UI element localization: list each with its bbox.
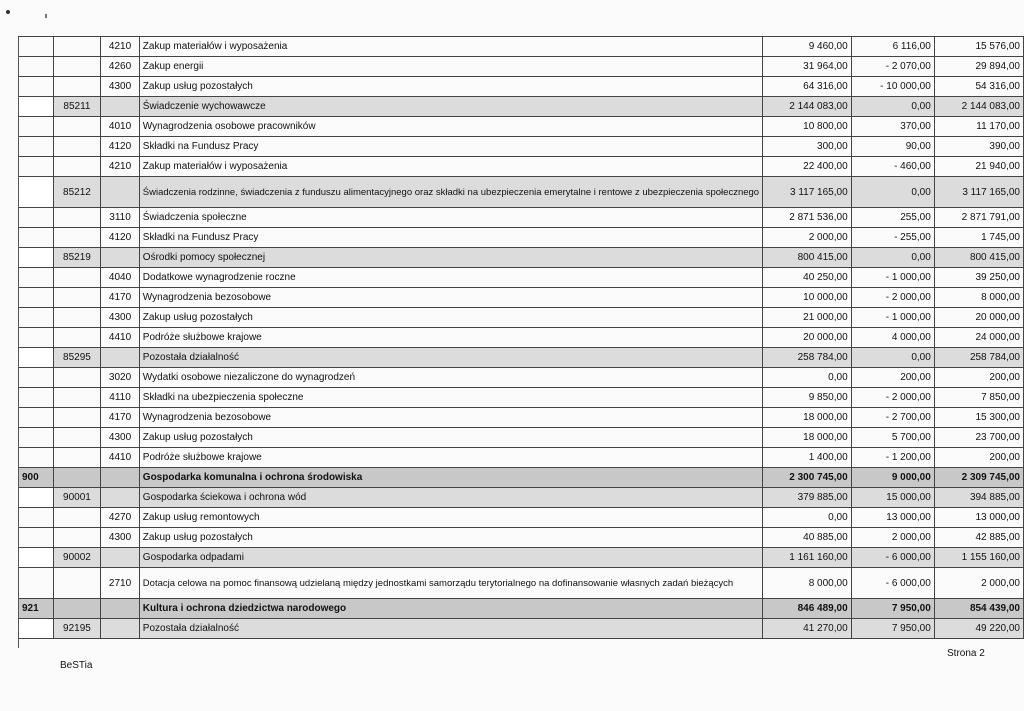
cell-paragraf: 4300 — [101, 77, 140, 97]
table-row — [19, 508, 1024, 528]
cell-zmiana: - 1 000,00 — [851, 308, 934, 328]
cell-plan: 64 316,00 — [763, 77, 852, 97]
cell-zmiana: 0,00 — [851, 348, 934, 368]
cell-dzial — [19, 388, 54, 408]
cell-paragraf: 4260 — [101, 57, 140, 77]
cell-po-zmianie: 200,00 — [934, 448, 1023, 468]
cell-dzial — [19, 77, 54, 97]
cell-plan: 20 000,00 — [763, 328, 852, 348]
cell-zmiana: 9 000,00 — [851, 468, 934, 488]
cell-nazwa: Świadczenia społeczne — [139, 208, 762, 228]
cell-po-zmianie: 7 850,00 — [934, 388, 1023, 408]
cell-zmiana: 7 950,00 — [851, 619, 934, 639]
cell-plan: 846 489,00 — [763, 599, 852, 619]
cell-rozdzial — [53, 428, 101, 448]
cell-paragraf: 4270 — [101, 508, 140, 528]
cell-rozdzial — [53, 508, 101, 528]
cell-nazwa: Składki na ubezpieczenia społeczne — [139, 388, 762, 408]
cell-paragraf — [101, 619, 140, 639]
cell-po-zmianie: 1 155 160,00 — [934, 548, 1023, 568]
cell-nazwa: Wynagrodzenia bezosobowe — [139, 408, 762, 428]
cell-plan: 258 784,00 — [763, 348, 852, 368]
page-margin-line — [18, 36, 19, 648]
cell-plan: 18 000,00 — [763, 428, 852, 448]
cell-po-zmianie: 2 000,00 — [934, 568, 1023, 599]
table-row — [19, 288, 1024, 308]
cell-plan: 21 000,00 — [763, 308, 852, 328]
cell-nazwa: Zakup usług pozostałych — [139, 77, 762, 97]
scan-mark — [45, 14, 47, 18]
cell-nazwa: Gospodarka odpadami — [139, 548, 762, 568]
budget-table — [18, 36, 1024, 639]
cell-paragraf: 4170 — [101, 288, 140, 308]
cell-nazwa: Zakup usług pozostałych — [139, 428, 762, 448]
cell-dzial — [19, 548, 54, 568]
cell-rozdzial — [53, 288, 101, 308]
cell-po-zmianie: 29 894,00 — [934, 57, 1023, 77]
cell-plan: 0,00 — [763, 368, 852, 388]
cell-paragraf: 3110 — [101, 208, 140, 228]
cell-dzial — [19, 408, 54, 428]
budget-table-body — [19, 37, 1024, 639]
cell-dzial — [19, 57, 54, 77]
cell-paragraf: 4010 — [101, 117, 140, 137]
cell-zmiana: - 2 000,00 — [851, 288, 934, 308]
table-row — [19, 228, 1024, 248]
cell-paragraf: 4300 — [101, 308, 140, 328]
cell-zmiana: 15 000,00 — [851, 488, 934, 508]
cell-paragraf: 4210 — [101, 37, 140, 57]
table-row — [19, 448, 1024, 468]
cell-rozdzial — [53, 448, 101, 468]
cell-zmiana: 6 116,00 — [851, 37, 934, 57]
cell-dzial — [19, 328, 54, 348]
cell-zmiana: 13 000,00 — [851, 508, 934, 528]
cell-paragraf: 4120 — [101, 137, 140, 157]
cell-rozdzial — [53, 57, 101, 77]
cell-zmiana: 255,00 — [851, 208, 934, 228]
cell-zmiana: - 10 000,00 — [851, 77, 934, 97]
cell-zmiana: 5 700,00 — [851, 428, 934, 448]
cell-rozdzial — [53, 468, 101, 488]
cell-po-zmianie: 20 000,00 — [934, 308, 1023, 328]
cell-paragraf: 4410 — [101, 448, 140, 468]
table-row — [19, 328, 1024, 348]
cell-nazwa: Składki na Fundusz Pracy — [139, 228, 762, 248]
cell-rozdzial — [53, 308, 101, 328]
cell-dzial — [19, 157, 54, 177]
cell-rozdzial — [53, 328, 101, 348]
cell-nazwa: Świadczenia rodzinne, świadczenia z funduszu alimentacyjnego oraz składki na ubezpieczenia emerytalne i rentowe z ubezpieczenia społecznego — [139, 177, 762, 208]
cell-po-zmianie: 11 170,00 — [934, 117, 1023, 137]
cell-po-zmianie: 2 144 083,00 — [934, 97, 1023, 117]
cell-rozdzial — [53, 408, 101, 428]
cell-rozdzial — [53, 268, 101, 288]
cell-rozdzial: 90001 — [53, 488, 101, 508]
scan-mark — [6, 10, 10, 14]
subsection-row — [19, 97, 1024, 117]
cell-rozdzial — [53, 137, 101, 157]
cell-po-zmianie: 15 300,00 — [934, 408, 1023, 428]
cell-paragraf — [101, 468, 140, 488]
cell-nazwa: Zakup usług pozostałych — [139, 308, 762, 328]
cell-plan: 10 000,00 — [763, 288, 852, 308]
cell-nazwa: Wydatki osobowe niezaliczone do wynagrodzeń — [139, 368, 762, 388]
cell-po-zmianie: 1 745,00 — [934, 228, 1023, 248]
cell-plan: 2 144 083,00 — [763, 97, 852, 117]
cell-paragraf: 3020 — [101, 368, 140, 388]
table-row — [19, 528, 1024, 548]
cell-nazwa: Dodatkowe wynagrodzenie roczne — [139, 268, 762, 288]
cell-paragraf: 4300 — [101, 528, 140, 548]
cell-paragraf: 4300 — [101, 428, 140, 448]
cell-plan: 18 000,00 — [763, 408, 852, 428]
cell-nazwa: Pozostała działalność — [139, 619, 762, 639]
cell-rozdzial: 90002 — [53, 548, 101, 568]
cell-po-zmianie: 24 000,00 — [934, 328, 1023, 348]
cell-dzial — [19, 97, 54, 117]
cell-po-zmianie: 800 415,00 — [934, 248, 1023, 268]
cell-rozdzial — [53, 599, 101, 619]
cell-plan: 2 871 536,00 — [763, 208, 852, 228]
cell-po-zmianie: 8 000,00 — [934, 288, 1023, 308]
cell-rozdzial: 85219 — [53, 248, 101, 268]
cell-dzial — [19, 428, 54, 448]
cell-rozdzial — [53, 388, 101, 408]
cell-rozdzial — [53, 228, 101, 248]
cell-plan: 1 400,00 — [763, 448, 852, 468]
cell-dzial — [19, 117, 54, 137]
cell-plan: 40 885,00 — [763, 528, 852, 548]
table-row — [19, 77, 1024, 97]
subsection-row — [19, 248, 1024, 268]
cell-plan: 41 270,00 — [763, 619, 852, 639]
cell-nazwa: Gospodarka ściekowa i ochrona wód — [139, 488, 762, 508]
cell-dzial: 900 — [19, 468, 54, 488]
cell-po-zmianie: 42 885,00 — [934, 528, 1023, 548]
cell-po-zmianie: 23 700,00 — [934, 428, 1023, 448]
cell-paragraf: 2710 — [101, 568, 140, 599]
cell-paragraf — [101, 97, 140, 117]
cell-po-zmianie: 15 576,00 — [934, 37, 1023, 57]
cell-zmiana: 200,00 — [851, 368, 934, 388]
cell-po-zmianie: 2 871 791,00 — [934, 208, 1023, 228]
cell-zmiana: - 6 000,00 — [851, 568, 934, 599]
cell-dzial — [19, 248, 54, 268]
cell-plan: 9 850,00 — [763, 388, 852, 408]
cell-plan: 3 117 165,00 — [763, 177, 852, 208]
cell-rozdzial — [53, 77, 101, 97]
cell-nazwa: Zakup usług pozostałych — [139, 528, 762, 548]
table-row — [19, 137, 1024, 157]
cell-rozdzial — [53, 368, 101, 388]
table-row — [19, 408, 1024, 428]
cell-paragraf — [101, 177, 140, 208]
cell-zmiana: - 2 700,00 — [851, 408, 934, 428]
section-row — [19, 599, 1024, 619]
cell-paragraf — [101, 488, 140, 508]
cell-zmiana: - 2 000,00 — [851, 388, 934, 408]
cell-plan: 800 415,00 — [763, 248, 852, 268]
cell-paragraf: 4110 — [101, 388, 140, 408]
cell-plan: 40 250,00 — [763, 268, 852, 288]
cell-po-zmianie: 54 316,00 — [934, 77, 1023, 97]
cell-nazwa: Wynagrodzenia osobowe pracowników — [139, 117, 762, 137]
table-row — [19, 368, 1024, 388]
cell-nazwa: Podróże służbowe krajowe — [139, 448, 762, 468]
cell-nazwa: Pozostała działalność — [139, 348, 762, 368]
subsection-row — [19, 488, 1024, 508]
cell-zmiana: 7 950,00 — [851, 599, 934, 619]
cell-po-zmianie: 13 000,00 — [934, 508, 1023, 528]
cell-nazwa: Ośrodki pomocy społecznej — [139, 248, 762, 268]
cell-paragraf — [101, 599, 140, 619]
cell-po-zmianie: 390,00 — [934, 137, 1023, 157]
cell-zmiana: 90,00 — [851, 137, 934, 157]
cell-dzial — [19, 488, 54, 508]
cell-zmiana: 2 000,00 — [851, 528, 934, 548]
cell-nazwa: Wynagrodzenia bezosobowe — [139, 288, 762, 308]
cell-plan: 31 964,00 — [763, 57, 852, 77]
cell-zmiana: - 1 200,00 — [851, 448, 934, 468]
cell-rozdzial — [53, 37, 101, 57]
cell-nazwa: Składki na Fundusz Pracy — [139, 137, 762, 157]
cell-zmiana: 0,00 — [851, 177, 934, 208]
cell-plan: 10 800,00 — [763, 117, 852, 137]
cell-paragraf: 4410 — [101, 328, 140, 348]
cell-rozdzial — [53, 157, 101, 177]
cell-paragraf: 4040 — [101, 268, 140, 288]
cell-plan: 379 885,00 — [763, 488, 852, 508]
cell-nazwa: Świadczenie wychowawcze — [139, 97, 762, 117]
cell-zmiana: - 255,00 — [851, 228, 934, 248]
cell-dzial — [19, 619, 54, 639]
cell-rozdzial — [53, 117, 101, 137]
subsection-row — [19, 619, 1024, 639]
cell-po-zmianie: 2 309 745,00 — [934, 468, 1023, 488]
cell-dzial — [19, 177, 54, 208]
subsection-row — [19, 177, 1024, 208]
cell-nazwa: Zakup usług remontowych — [139, 508, 762, 528]
cell-nazwa: Podróże służbowe krajowe — [139, 328, 762, 348]
table-row — [19, 308, 1024, 328]
cell-plan: 2 000,00 — [763, 228, 852, 248]
cell-po-zmianie: 49 220,00 — [934, 619, 1023, 639]
cell-dzial — [19, 228, 54, 248]
section-row — [19, 468, 1024, 488]
cell-rozdzial: 85212 — [53, 177, 101, 208]
cell-zmiana: 4 000,00 — [851, 328, 934, 348]
cell-plan: 8 000,00 — [763, 568, 852, 599]
cell-po-zmianie: 3 117 165,00 — [934, 177, 1023, 208]
cell-plan: 300,00 — [763, 137, 852, 157]
cell-paragraf — [101, 548, 140, 568]
cell-rozdzial — [53, 528, 101, 548]
table-row — [19, 157, 1024, 177]
table-row — [19, 37, 1024, 57]
cell-dzial — [19, 137, 54, 157]
table-row — [19, 428, 1024, 448]
cell-dzial — [19, 448, 54, 468]
cell-paragraf: 4170 — [101, 408, 140, 428]
cell-zmiana: - 2 070,00 — [851, 57, 934, 77]
cell-nazwa: Kultura i ochrona dziedzictwa narodowego — [139, 599, 762, 619]
table-row — [19, 117, 1024, 137]
cell-dzial — [19, 368, 54, 388]
cell-rozdzial — [53, 568, 101, 599]
cell-po-zmianie: 258 784,00 — [934, 348, 1023, 368]
cell-zmiana: - 460,00 — [851, 157, 934, 177]
subsection-row — [19, 548, 1024, 568]
cell-paragraf: 4210 — [101, 157, 140, 177]
cell-nazwa: Gospodarka komunalna i ochrona środowiska — [139, 468, 762, 488]
cell-plan: 2 300 745,00 — [763, 468, 852, 488]
cell-dzial — [19, 568, 54, 599]
cell-paragraf: 4120 — [101, 228, 140, 248]
cell-rozdzial — [53, 208, 101, 228]
cell-dzial: 921 — [19, 599, 54, 619]
cell-paragraf — [101, 348, 140, 368]
cell-dzial — [19, 508, 54, 528]
cell-po-zmianie: 200,00 — [934, 368, 1023, 388]
cell-dzial — [19, 308, 54, 328]
subsection-row — [19, 348, 1024, 368]
cell-po-zmianie: 39 250,00 — [934, 268, 1023, 288]
cell-po-zmianie: 21 940,00 — [934, 157, 1023, 177]
cell-dzial — [19, 528, 54, 548]
cell-po-zmianie: 394 885,00 — [934, 488, 1023, 508]
cell-dzial — [19, 208, 54, 228]
cell-po-zmianie: 854 439,00 — [934, 599, 1023, 619]
footer-software-name: BeSTia — [60, 660, 93, 671]
cell-dzial — [19, 348, 54, 368]
table-row — [19, 57, 1024, 77]
cell-plan: 0,00 — [763, 508, 852, 528]
cell-zmiana: - 1 000,00 — [851, 268, 934, 288]
cell-paragraf — [101, 248, 140, 268]
cell-rozdzial: 85211 — [53, 97, 101, 117]
cell-dzial — [19, 37, 54, 57]
footer-page-number: Strona 2 — [947, 648, 985, 659]
cell-dzial — [19, 268, 54, 288]
cell-plan: 22 400,00 — [763, 157, 852, 177]
cell-nazwa: Zakup materiałów i wyposażenia — [139, 157, 762, 177]
cell-plan: 9 460,00 — [763, 37, 852, 57]
table-row — [19, 388, 1024, 408]
cell-zmiana: - 6 000,00 — [851, 548, 934, 568]
cell-nazwa: Zakup materiałów i wyposażenia — [139, 37, 762, 57]
cell-nazwa: Dotacja celowa na pomoc finansową udzielaną między jednostkami samorządu terytorialnego na dofinansowanie własnych zadań bieżących — [139, 568, 762, 599]
cell-zmiana: 370,00 — [851, 117, 934, 137]
cell-rozdzial: 85295 — [53, 348, 101, 368]
cell-plan: 1 161 160,00 — [763, 548, 852, 568]
cell-dzial — [19, 288, 54, 308]
table-row — [19, 268, 1024, 288]
cell-zmiana: 0,00 — [851, 97, 934, 117]
table-row — [19, 568, 1024, 599]
cell-zmiana: 0,00 — [851, 248, 934, 268]
table-row — [19, 208, 1024, 228]
cell-rozdzial: 92195 — [53, 619, 101, 639]
cell-nazwa: Zakup energii — [139, 57, 762, 77]
